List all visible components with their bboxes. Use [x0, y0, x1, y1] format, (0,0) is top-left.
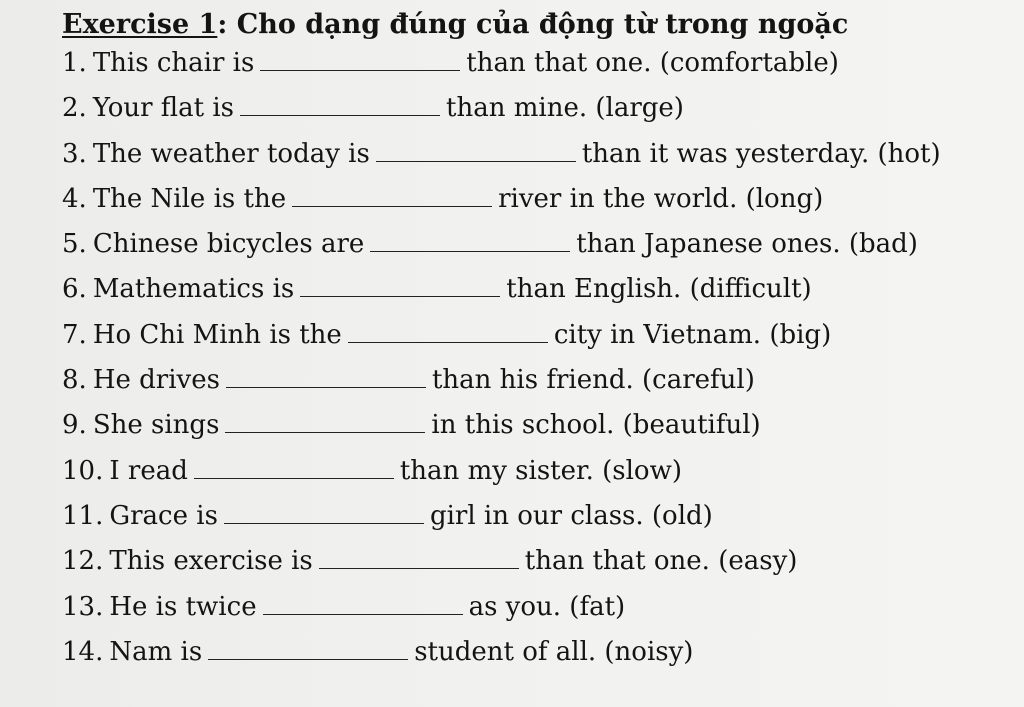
- item-prompt-text: This chair is: [92, 48, 255, 78]
- item-number: 3.: [62, 138, 87, 169]
- item-hint-text: than it was yesterday. (hot): [581, 138, 941, 169]
- item-hint-text: river in the world. (long): [498, 183, 824, 214]
- item-prompt-text: Chinese bicycles are: [92, 229, 365, 260]
- answer-blank: [226, 386, 426, 388]
- item-hint-text: than English. (difficult): [506, 274, 812, 305]
- item-prompt-text: Mathematics is: [92, 274, 295, 305]
- item-number: 10.: [62, 455, 104, 486]
- exercise-item: [62, 456, 1024, 501]
- answer-blank: [240, 114, 440, 116]
- item-prompt-text: He drives: [92, 365, 220, 396]
- item-number: 8.: [62, 365, 87, 396]
- exercise-item: [62, 592, 1024, 637]
- item-prompt-text: She sings: [92, 410, 220, 441]
- item-number: 13.: [62, 591, 104, 622]
- answer-blank: [208, 658, 408, 660]
- item-hint-text: girl in our class. (old): [429, 500, 713, 531]
- item-prompt-text: Grace is: [109, 500, 218, 531]
- exercise-instruction: : Cho dạng đúng của động từ trong ngoặc: [217, 9, 849, 40]
- item-number: 14.: [62, 636, 104, 667]
- item-hint-text: city in Vietnam. (big): [553, 319, 832, 350]
- exercise-item: [62, 637, 1024, 682]
- item-number: 5.: [62, 229, 87, 260]
- exercise-item: [62, 139, 1024, 184]
- exercise-item: [62, 48, 1024, 93]
- item-hint-text: than that one. (easy): [524, 546, 798, 577]
- exercise-item: [62, 229, 1024, 274]
- answer-blank: [224, 522, 424, 524]
- item-prompt-text: I read: [109, 455, 188, 486]
- answer-blank: [370, 250, 570, 252]
- answer-blank: [376, 160, 576, 162]
- answer-blank: [263, 613, 463, 615]
- item-number: 11.: [62, 500, 104, 531]
- item-hint-text: than his friend. (careful): [431, 365, 755, 396]
- item-hint-text: as you. (fat): [468, 591, 626, 622]
- item-prompt-text: This exercise is: [109, 546, 313, 577]
- item-prompt-text: Your flat is: [92, 93, 235, 124]
- exercise-item: [62, 546, 1024, 591]
- item-prompt-text: The weather today is: [92, 138, 370, 169]
- item-number: 1.: [62, 48, 87, 78]
- exercise-title: [62, 8, 1024, 42]
- exercise-item: [62, 410, 1024, 455]
- item-number: 9.: [62, 410, 87, 441]
- answer-blank: [300, 295, 500, 297]
- answer-blank: [260, 69, 460, 71]
- item-prompt-text: He is twice: [109, 591, 257, 622]
- answer-blank: [319, 567, 519, 569]
- answer-blank: [225, 431, 425, 433]
- item-hint-text: than mine. (large): [446, 93, 684, 124]
- item-number: 7.: [62, 319, 87, 350]
- item-number: 6.: [62, 274, 87, 305]
- item-prompt-text: The Nile is the: [92, 183, 287, 214]
- item-number: 2.: [62, 93, 87, 124]
- exercise-item: [62, 184, 1024, 229]
- answer-blank: [292, 205, 492, 207]
- exercise-item: [62, 320, 1024, 365]
- item-prompt-text: Ho Chi Minh is the: [92, 319, 342, 350]
- item-hint-text: than Japanese ones. (bad): [576, 229, 918, 260]
- exercise-item: [62, 365, 1024, 410]
- item-hint-text: student of all. (noisy): [414, 636, 694, 667]
- item-number: 12.: [62, 546, 104, 577]
- item-hint-text: than that one. (comfortable): [466, 48, 839, 78]
- answer-blank: [194, 477, 394, 479]
- item-hint-text: in this school. (beautiful): [431, 410, 761, 441]
- exercise-item: [62, 501, 1024, 546]
- answer-blank: [348, 341, 548, 343]
- exercise-number: Exercise 1: [62, 9, 218, 40]
- item-prompt-text: Nam is: [109, 636, 203, 667]
- exercise-item: [62, 274, 1024, 319]
- exercise-item: [62, 93, 1024, 138]
- item-number: 4.: [62, 183, 87, 214]
- exercise-list: [62, 48, 1024, 682]
- item-hint-text: than my sister. (slow): [399, 455, 682, 486]
